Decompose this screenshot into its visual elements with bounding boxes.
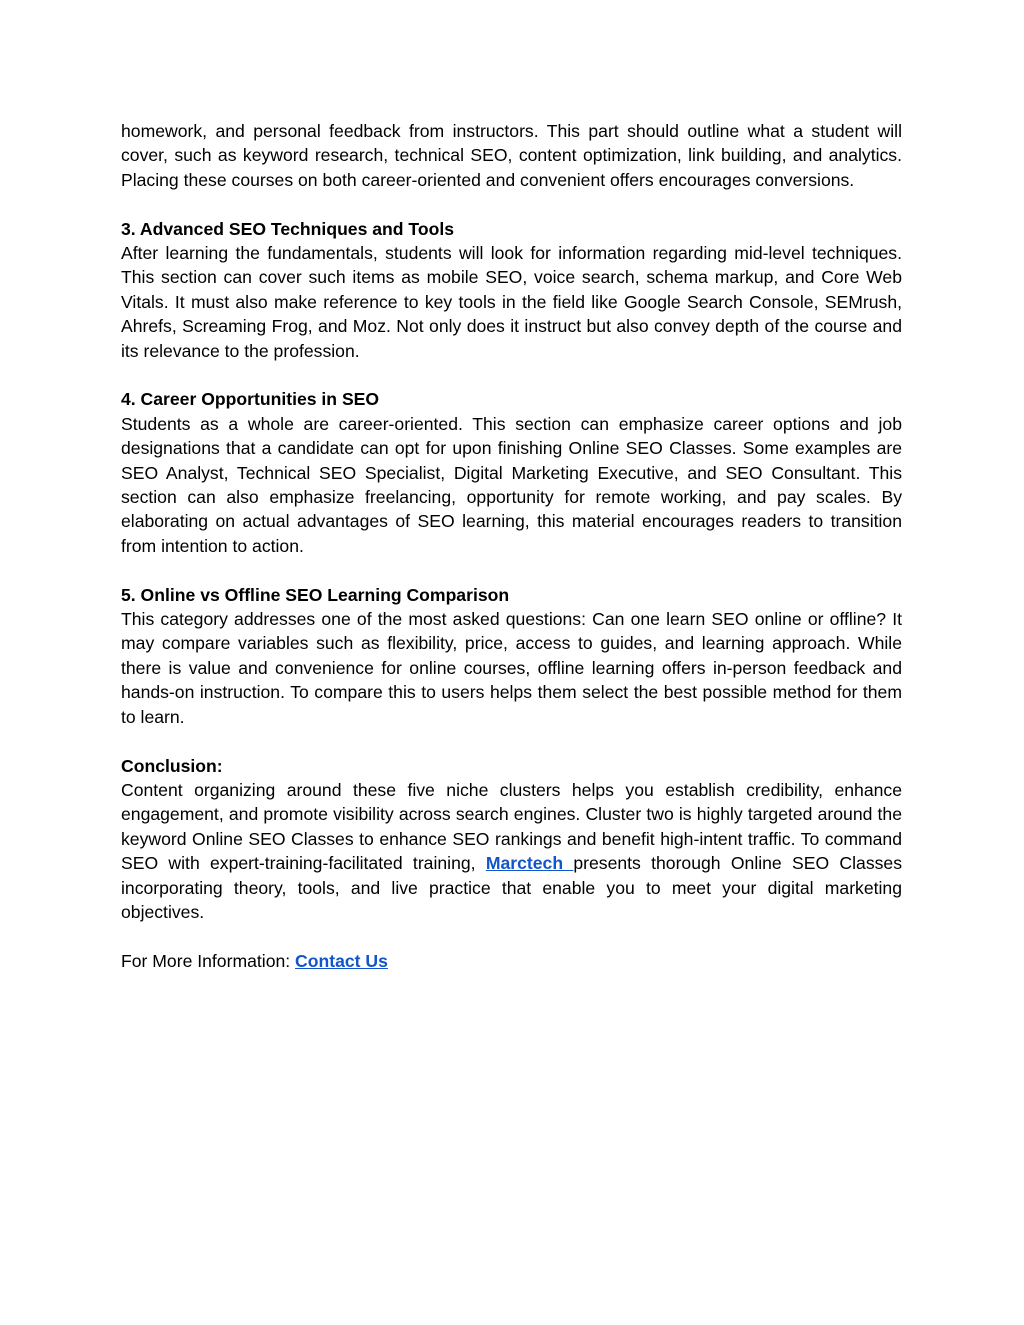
document-page: [121, 119, 902, 973]
section-heading-advanced-techniques: 3. Advanced SEO Techniques and Tools: [121, 218, 455, 239]
paragraph-gap: [121, 363, 902, 387]
section-body-career-opportunities: Students as a whole are career-oriented. This section can emphasize career options and job designations that a candidate can opt for upon finishing Online SEO Classes. Some examples are SEO Analyst, Technical SEO Specialist, Digital Marketing Executive, and SEO Consultant. This section can also emphasize freelancing, opportunity for remote working, and pay scales. By elaborating on actual advantages of SEO learning, this material encourages readers to transition from intention to action.: [121, 413, 902, 556]
intro-paragraph: homework, and personal feedback from instructors. This part should outline what a student will cover, such as keyword research, technical SEO, content optimization, link building, and analytics. Placing these courses on both career-oriented and convenient offers encourages conversions.: [121, 121, 902, 190]
contact-us-link[interactable]: Contact Us: [295, 950, 388, 971]
conclusion-text-before-link: Content organizing around these five niche clusters helps you establish credibility, enhance engagement, and promote visibility across search engines. Cluster two is highly targeted around the keyword Online SEO Classes to enhance SEO rankings and benefit high-intent traffic. To command SEO with expert-training-facilitated training,: [121, 779, 902, 874]
conclusion-body: [121, 778, 902, 924]
footer-line: [121, 949, 902, 973]
paragraph-gap: [121, 192, 902, 216]
paragraph-gap: [121, 924, 902, 948]
section-body-online-vs-offline: This category addresses one of the most asked questions: Can one learn SEO online or offline? It may compare variables such as flexibility, price, access to guides, and learning approach. While there is value and convenience for online courses, offline learning offers in-person feedback and hands-on instruction. To compare this to users helps them select the best possible method for them to learn.: [121, 609, 902, 727]
section-heading-online-vs-offline: 5. Online vs Offline SEO Learning Comparison: [121, 584, 510, 605]
section-heading-career-opportunities: 4. Career Opportunities in SEO: [121, 389, 380, 410]
marctech-link[interactable]: Marctech: [485, 853, 574, 874]
conclusion-text-after-link: presents thorough Online SEO Classes incorporating theory, tools, and live practice that enable you to meet your digital marketing objectives.: [121, 853, 902, 922]
paragraph-gap: [121, 729, 902, 753]
section-body-advanced-techniques: After learning the fundamentals, students will look for information regarding mid-level techniques. This section can cover such items as mobile SEO, voice search, schema markup, and Core Web Vitals. It must also make reference to key tools in the field like Google Search Console, SEMrush, Ahrefs, Screaming Frog, and Moz. Not only does it instruct but also convey depth of the course and its relevance to the profession.: [121, 243, 902, 361]
paragraph-gap: [121, 558, 902, 582]
footer-label: For More Information:: [121, 950, 296, 971]
conclusion-heading: Conclusion:: [121, 755, 223, 776]
